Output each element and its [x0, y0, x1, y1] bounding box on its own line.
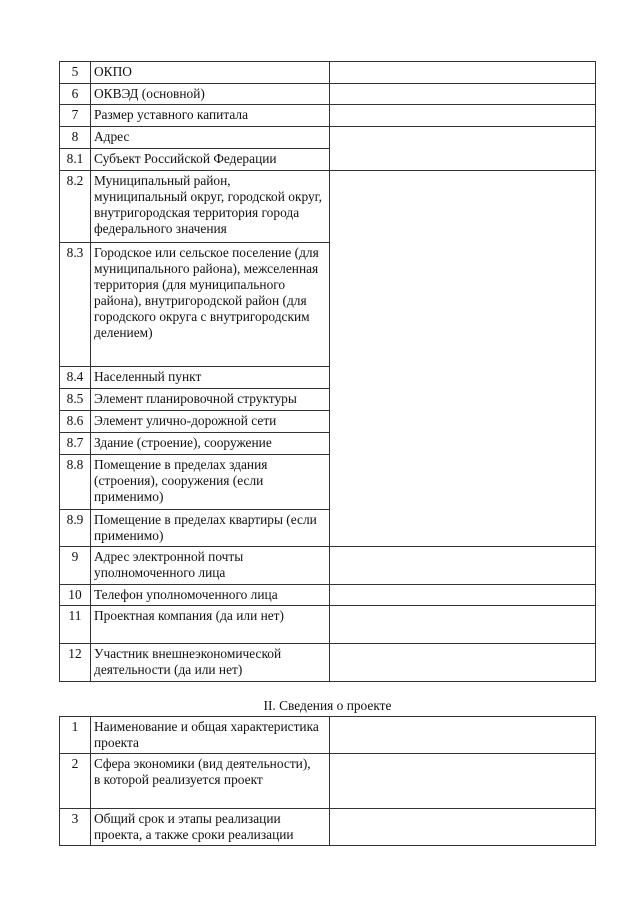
- row-label: Участник внешнеэкономической деятельности (да или нет): [91, 644, 330, 682]
- table-row: [60, 105, 596, 127]
- row-number: 8.6: [60, 411, 91, 433]
- row-label: ОКВЭД (основной): [91, 84, 330, 105]
- table-row: [60, 127, 596, 149]
- row-number: 12: [60, 644, 91, 682]
- row-number: 6: [60, 84, 91, 105]
- row-label: Населенный пункт: [91, 367, 330, 389]
- row-number: 9: [60, 547, 91, 585]
- row-label: Общий срок и этапы реализации проекта, а также сроки реализации: [91, 809, 330, 846]
- table-row: [60, 171, 596, 243]
- row-label: Элемент улично-дорожной сети: [91, 411, 330, 433]
- table-row: [60, 754, 596, 809]
- row-label: Наименование и общая характеристика проекта: [91, 717, 330, 754]
- value-cell[interactable]: [330, 585, 596, 606]
- value-cell[interactable]: [330, 809, 596, 846]
- address-details-value-cell[interactable]: [330, 171, 596, 547]
- row-label: Помещение в пределах квартиры (если применимо): [91, 510, 330, 547]
- row-number: 10: [60, 585, 91, 606]
- row-number: 8.9: [60, 510, 91, 547]
- row-number: 1: [60, 717, 91, 754]
- table-row: [60, 717, 596, 754]
- table-row: [60, 809, 596, 846]
- row-number: 2: [60, 754, 91, 809]
- row-label: Размер уставного капитала: [91, 105, 330, 127]
- row-label: Проектная компания (да или нет): [91, 606, 330, 644]
- row-label: Субъект Российской Федерации: [91, 149, 330, 171]
- row-label: Сфера экономики (вид деятельности), в которой реализуется проект: [91, 754, 330, 809]
- row-label: ОКПО: [91, 62, 330, 84]
- row-number: 8.4: [60, 367, 91, 389]
- row-number: 8.8: [60, 455, 91, 510]
- value-cell[interactable]: [330, 644, 596, 682]
- value-cell[interactable]: [330, 105, 596, 127]
- row-number: 8.7: [60, 433, 91, 455]
- value-cell[interactable]: [330, 754, 596, 809]
- row-label: Элемент планировочной структуры: [91, 389, 330, 411]
- table-row: [60, 585, 596, 606]
- value-cell[interactable]: [330, 717, 596, 754]
- table-row: [60, 644, 596, 682]
- value-cell[interactable]: [330, 62, 596, 84]
- row-label: Муниципальный район, муниципальный округ, городской округ, внутригородская территория города федерального значения: [91, 171, 330, 243]
- table-row: [60, 62, 596, 84]
- value-cell[interactable]: [330, 606, 596, 644]
- row-label: Городское или сельское поселение (для муниципального района), межселенная территория (для муниципального района), внутригородской район (для городского округа с внутригородским делением): [91, 243, 330, 367]
- row-label: Адрес: [91, 127, 330, 149]
- row-number: 8.5: [60, 389, 91, 411]
- row-label: Телефон уполномоченного лица: [91, 585, 330, 606]
- value-cell[interactable]: [330, 547, 596, 585]
- company-info-table: [59, 61, 596, 682]
- row-number: 5: [60, 62, 91, 84]
- row-number: 8.1: [60, 149, 91, 171]
- row-number: 8.3: [60, 243, 91, 367]
- value-cell[interactable]: [330, 84, 596, 105]
- row-number: 3: [60, 809, 91, 846]
- section-title: II. Сведения о проекте: [263, 698, 392, 713]
- project-info-table: [59, 716, 596, 846]
- row-label: Здание (строение), сооружение: [91, 433, 330, 455]
- row-number: 8.2: [60, 171, 91, 243]
- table-row: [60, 84, 596, 105]
- row-number: 8: [60, 127, 91, 149]
- table-row: [60, 547, 596, 585]
- row-number: 11: [60, 606, 91, 644]
- table-row: [60, 606, 596, 644]
- row-label: Помещение в пределах здания (строения), сооружения (если применимо): [91, 455, 330, 510]
- row-number: 7: [60, 105, 91, 127]
- row-label: Адрес электронной почты уполномоченного лица: [91, 547, 330, 585]
- address-value-cell[interactable]: [330, 127, 596, 171]
